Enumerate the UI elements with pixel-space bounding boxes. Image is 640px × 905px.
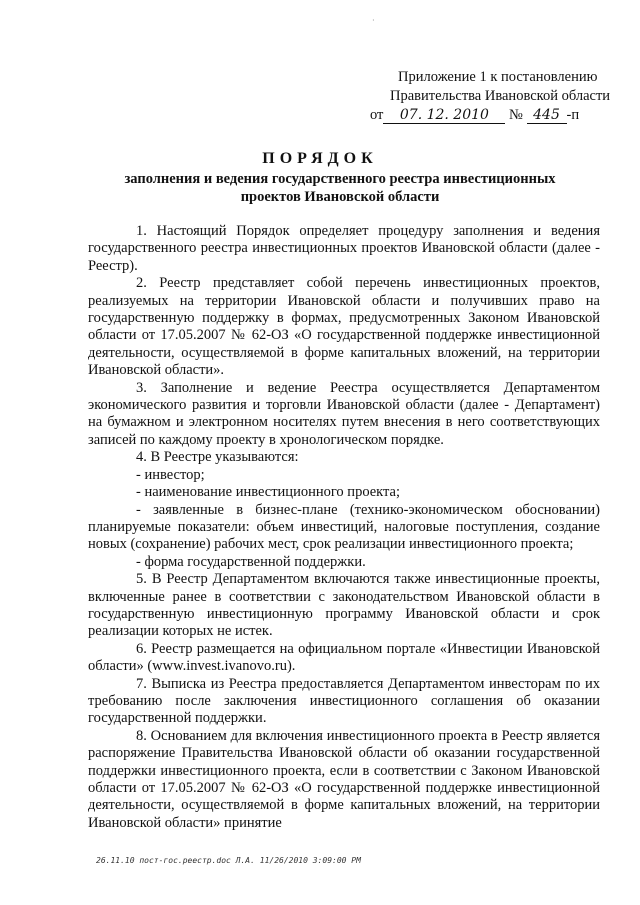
paragraph-3: 3. Заполнение и ведение Реестра осуществляется Департаментом экономического развития и торговли Ивановской области (далее - Департамент) на бумажном и электронном носителях путем внесения в него соответствующих записей по каждому проекту в хронологическом порядке. (88, 379, 600, 448)
file-footer: 26.11.10 пост-гос.реестр.doc Л.А. 11/26/2010 3:09:00 PM (96, 856, 361, 865)
appendix-line-2: Правительства Ивановской области (390, 88, 611, 104)
number-suffix: -п (566, 107, 580, 123)
list-item-support-form: - форма государственной поддержки. (136, 553, 366, 570)
paragraph-7: 7. Выписка из Реестра предоставляется Департаментом инвесторам по их требованию после заключения инвестиционного соглашения об оказании государственной поддержки. (88, 675, 600, 727)
appendix-date-line (370, 106, 610, 125)
paragraph-4: 4. В Реестре указываются: (136, 449, 299, 466)
paragraph-6: 6. Реестр размещается на официальном портале «Инвестиции Ивановской области» (www.invest.ivanovo.ru). (88, 640, 600, 675)
appendix-line-1: Приложение 1 к постановлению (398, 69, 598, 85)
date-prefix: от (370, 107, 384, 123)
document-title: ПОРЯДОК (262, 150, 378, 167)
list-item-indicators: - заявленные в бизнес-плане (технико-экономическом обосновании) планируемые показатели: объем инвестиций, налоговые поступления, создание новых (сохранение) рабочих мест, срок реализации инвестиционного проекта; (88, 501, 600, 553)
paragraph-2: 2. Реестр представляет собой перечень инвестиционных проектов, реализуемых на территории Ивановской области и получивших право на государственную поддержку в формах, предусмотренных Законом Ивановской области от 17.05.2007 № 62-ОЗ «О государственной поддержке инвестиционной деятельности, осуществляемой в форме капитальных вложений, на территории Ивановской области». (88, 275, 600, 379)
handwritten-number: 445 (527, 107, 567, 124)
paragraph-5: 5. В Реестр Департаментом включаются также инвестиционные проекты, включенные ранее в соответствии с законодательством Ивановской области в государственную инвестиционную программу Ивановской области и срок реализации которых не истек. (88, 571, 600, 640)
scan-mark: · (372, 16, 375, 25)
paragraph-8: 8. Основанием для включения инвестиционного проекта в Реестр является распоряжение Правительства Ивановской области об оказании государственной поддержки инвестиционного проекта, если в соответствии с Законом Ивановской области от 17.05.2007 № 62-ОЗ «О государственной поддержке инвестиционной деятельности, осуществляемой в форме капитальных вложений, на территории Ивановской области» принятие (88, 727, 600, 831)
document-body (88, 223, 600, 832)
number-prefix: № (509, 107, 523, 123)
paragraph-1: 1. Настоящий Порядок определяет процедуру заполнения и ведения государственного реестра инвестиционных проектов Ивановской области (далее - Реестр). (88, 223, 600, 274)
document-subtitle: заполнения и ведения государственного реестра инвестиционных проектов Ивановской области (124, 171, 556, 205)
handwritten-date: 07. 12. 2010 (383, 107, 505, 124)
list-item-project-name: - наименование инвестиционного проекта; (136, 484, 401, 501)
list-item-investor: - инвестор; (136, 466, 205, 483)
appendix-header (370, 68, 610, 125)
